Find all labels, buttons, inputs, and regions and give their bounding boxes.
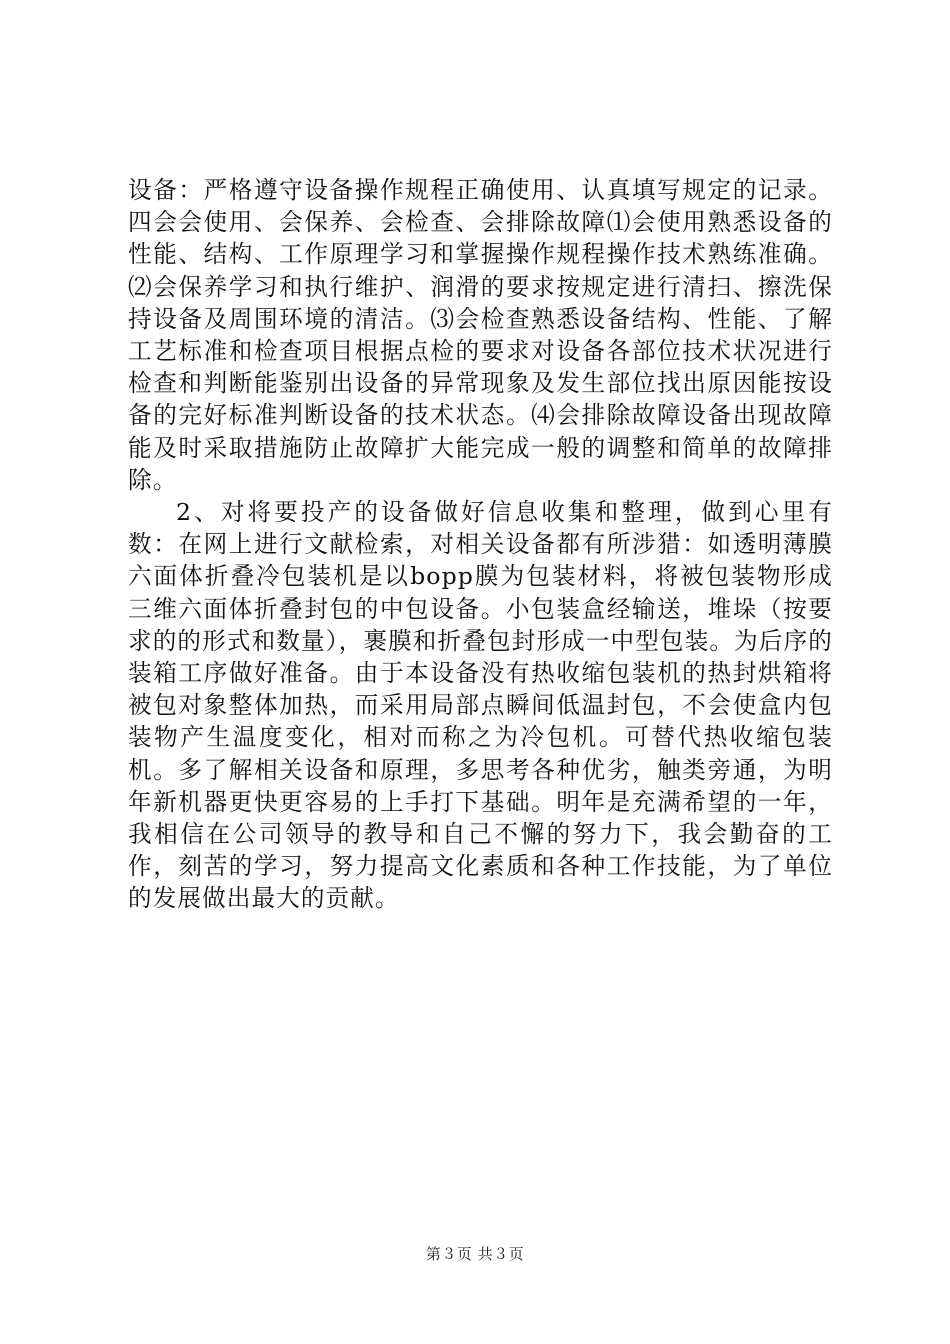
document-body [128, 174, 833, 915]
page-number-footer: 第３页 共３页 [425, 1245, 525, 1263]
paragraph-new-equipment-research: 2、对将要投产的设备做好信息收集和整理，做到心里有数：在网上进行文献检索，对相关设备都有所涉猎：如透明薄膜六面体折叠冷包装机是以bopp膜为包装材料，将被包装物形成三维六面体折叠封包的中包设备。小包装盒经输送，堆垛（按要求的的形式和数量），裹膜和折叠包封形成一中型包装。为后序的装箱工序做好准备。由于本设备没有热收缩包装机的热封烘箱将被包对象整体加热，而采用局部点瞬间低温封包，不会使盒内包装物产生温度变化，相对而称之为冷包机。可替代热收缩包装机。多了解相关设备和原理，多思考各种优劣，触类旁通，为明年新机器更快更容易的上手打下基础。明年是充满希望的一年，我相信在公司领导的教导和自己不懈的努力下，我会勤奋的工作，刻苦的学习，努力提高文化素质和各种工作技能，为了单位的发展做出最大的贡献。 [128, 498, 833, 913]
paragraph-equipment-skills: 设备：严格遵守设备操作规程正确使用、认真填写规定的记录。四会会使用、会保养、会检查、会排除故障⑴会使用熟悉设备的性能、结构、工作原理学习和掌握操作规程操作技术熟练准确。⑵会保养学习和执行维护、润滑的要求按规定进行清扫、擦洗保持设备及周围环境的清洁。⑶会检查熟悉设备结构、性能、了解工艺标准和检查项目根据点检的要求对设备各部位技术状况进行检查和判断能鉴别出设备的异常现象及发生部位找出原因能按设备的完好标准判断设备的技术状态。⑷会排除故障设备出现故障能及时采取措施防止故障扩大能完成一般的调整和简单的故障排除。 [128, 176, 833, 494]
